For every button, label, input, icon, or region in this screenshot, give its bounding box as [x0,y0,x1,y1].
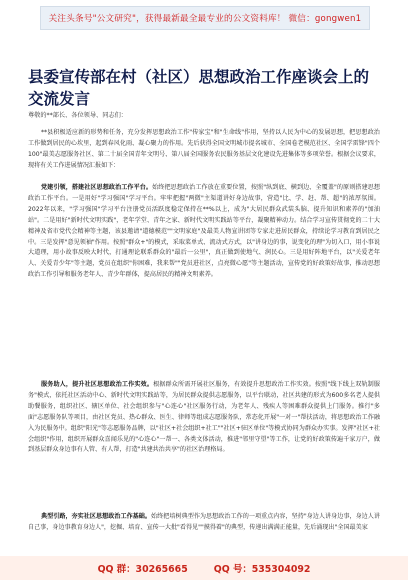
page-title: 县委宣传部在村（社区）思想政治工作座谈会上的交流发言 [28,68,370,108]
paragraph-section-2 [28,380,380,456]
paragraph-lead: 党建引领，搭建社区思想政治工作平台。 [41,184,153,191]
contact-footer [0,556,408,580]
paragraph-lead: 典型引路，夯实社区思想政治工作基础。 [41,513,152,520]
paragraph-intro [28,128,380,172]
qq-group: QQ 群：30265665 [97,564,188,575]
paragraph-section-3 [28,512,380,534]
paragraph-section-1 [28,183,380,281]
salutation: 尊敬的**部长、各位领导、同志们： [28,112,127,119]
promo-banner-text: 关注头条号"公文研究"，获得最新最全最专业的公文资料库！ 微信：gongwen1 [48,14,362,24]
paragraph-text: 始终把培树典型作为思想政治工作的一项重点内容，坚持"身边人讲身边事，身边人讲自己事，身边事教育身边人"，挖掘、培育、宣传一大批"看得见""摸得着"的典型，传递出满满正能量，先后涌现出"全国最美家 [28,513,380,531]
paragraph-text: **县积极适应新的形势和任务，充分发挥思想政治工作"传家宝"和"生命线"作用，坚持以人民为中心的发展思想，把思想政治工作做到居民的心坎里，起到春风化雨、凝心聚力的作用。先后获得全国文明城市提名城市、全国卷老模范社区、全国学雷锋"四个100"最美志愿服务社区、第二十届全国青年文明号、第八届全国服务农民服务基层文化建设先进集体等多项荣誉。根据会议要求，现将有关工作进展情况汇报如下： [28,129,380,169]
paragraph-text: 始终把思想政治工作放在重要位置，按照"纵到底、横到边、全覆盖"的原则搭建思想政治工作平台。一是用好"学习强国"学习平台。牢牢把握"两微"主渠道讲好身边故事，营造"比、学、赶、帮、超"的浓厚氛围。2022年以来，"学习强国"学习平台注册党员活跃度稳定保持在**%以上，成为"大居民群众武装头脑、提升知识和素养的"加油站"。二是用好"新时代文明实践"，老年学堂、青年之家、新时代文明实践站等平台，凝聚精神动力。结合学习宣传贯彻党的二十大精神及省市党代会精神等主题，该县邀请"道德模范""文明家庭"及最美人物宣讲团等专家走进居民群众，持续论学习教育到居民之中。三是发挥"意见领袖"作用。按照"群众+"的模式，采取菜单式、流动式方式，以"讲身边的事，说变化的理"为切入口，用小事说大道理，用小故事反映大时代，打通理论联系群众的"最后一公里"，真正做到使地气、润民心。三是用好阵地平台，以"关爱老年人、关爱青少年"等主题，党员在组织"你困难，我来帮""党员进社区，点亮微心愿"等主题活动，宣传党的好政策好故事，推动思想政治工作引导和服务老年人、青少年群体，提高居民的精神文明素养。 [28,184,381,279]
paragraph-text: 根据群众所需开展社区服务，有效提升思想政治工作实效。按照"线下线上双轨制服务"模式，依托社区活动中心、新时代文明实践站等，为居民群众提供志愿服务，以平台联动，社区共建的形式为600多名老人提供助餐服务，组织社区、辖区单位、社会组织参与"心连心"社区服务行动，为老年人、残疾人等困难群众提供上门服务。推行"多面"志愿服务队等项目，由社区党员、热心群众、医生、律师等组成志愿服务队，常态化开展"一对一"帮扶活动，将思想政治工作融入为民服务中。组织"阳光"等志愿服务品牌，以"社区+社会组织+社工""社区+驻区单位"等模式协同为群众办实事。发挥"社区+社会组织"作用，组织开展群众喜闻乐见的"心连心"一帮一、各类文体活动，推进"邻里守望"等工作，让党的好政策传遍千家万户，做到基层群众身边事有人管、有人帮，打造"共建共治共享"的社区治理格局。 [28,381,380,454]
promo-banner [40,6,370,30]
qq-number: QQ 号：535304092 [213,564,311,575]
paragraph-lead: 服务助人，提升社区思想政治工作实效。 [41,381,154,388]
